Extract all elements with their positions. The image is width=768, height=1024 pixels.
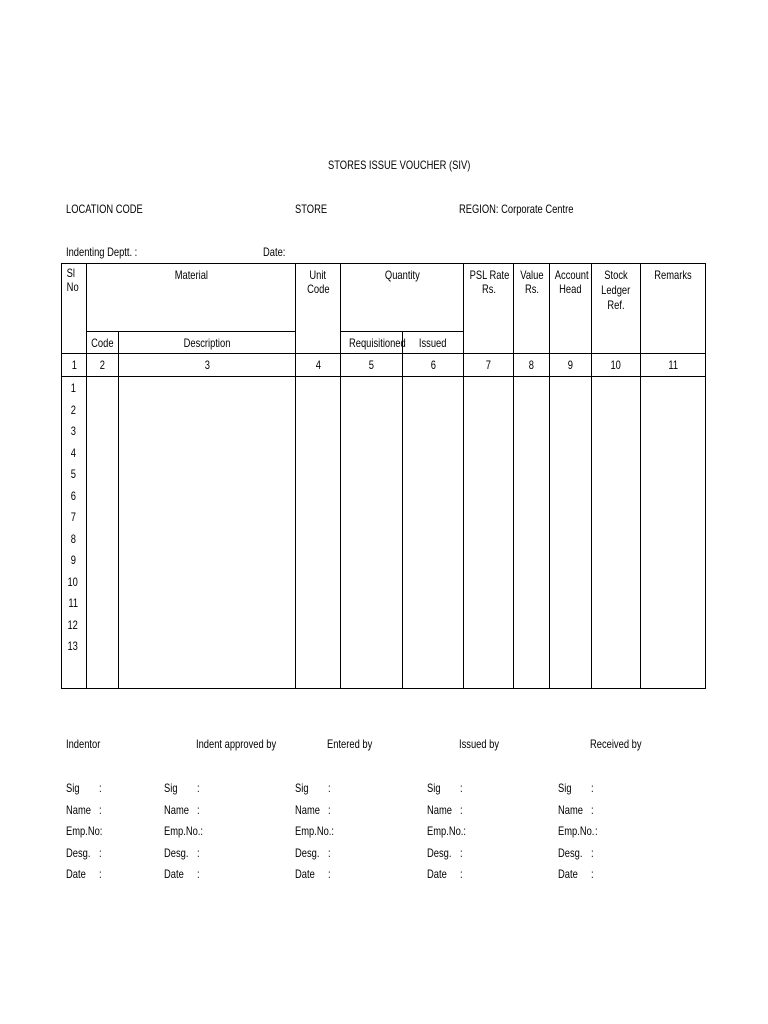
row-number: 7 xyxy=(70,510,76,524)
signatory-field-label: Emp.No.: xyxy=(295,824,335,838)
header-psl-rate: PSL Rate Rs. xyxy=(469,268,510,296)
col-number-11: 11 xyxy=(668,358,678,372)
signatory-field-colon: : xyxy=(460,867,463,881)
signatory-field-label: Sig xyxy=(427,781,441,795)
col-number-4: 4 xyxy=(315,358,321,372)
signatory-field-colon: : xyxy=(460,845,463,860)
header-requisitioned: Requisitioned xyxy=(348,336,406,350)
signatory-role-5: Received by xyxy=(590,737,642,751)
page-title: STORES ISSUE VOUCHER (SIV) xyxy=(328,158,471,172)
store-label: STORE xyxy=(295,202,328,216)
signatory-field-colon: : xyxy=(197,781,200,795)
header-stock-ledger: Stock Ledger Ref. xyxy=(601,268,631,312)
col-line-description xyxy=(118,331,119,689)
signatory-field-label: Desg. xyxy=(66,845,91,860)
table-numbers-bottom xyxy=(61,376,706,377)
table-header-bottom xyxy=(61,353,706,354)
signatory-field-label: Desg. xyxy=(164,845,189,860)
signatory-field-label: Emp.No.: xyxy=(164,824,204,838)
signatory-field-colon: : xyxy=(591,867,594,881)
signatory-role-3: Entered by xyxy=(327,737,373,751)
header-unit-code: Unit Code xyxy=(306,268,330,296)
col-number-8: 8 xyxy=(528,358,535,372)
col-line-account xyxy=(549,263,550,689)
signatory-field-label: Emp.No: xyxy=(66,824,103,838)
col-number-2: 2 xyxy=(99,358,106,372)
signatory-field-label: Date xyxy=(164,867,184,881)
signatory-field-label: Name xyxy=(164,802,189,817)
signatory-field-colon: : xyxy=(197,845,200,860)
col-line-stock xyxy=(591,263,592,689)
row-number: 12 xyxy=(67,617,79,632)
header-remarks: Remarks xyxy=(654,268,692,282)
table-border-bottom xyxy=(61,688,706,689)
header-account-head: Account Head xyxy=(554,268,589,296)
signatory-field-colon: : xyxy=(591,845,594,860)
signatory-field-label: Sig xyxy=(164,781,178,795)
signatory-field-label: Date xyxy=(66,867,86,881)
signatory-field-colon: : xyxy=(328,781,331,795)
signatory-field-colon: : xyxy=(99,802,102,817)
signatory-field-label: Name xyxy=(558,802,583,817)
header-sl-no: Sl No xyxy=(66,266,79,294)
signatory-field-label: Emp.No.: xyxy=(427,824,467,838)
signatory-role-1: Indentor xyxy=(66,737,101,751)
signatory-field-label: Date xyxy=(295,867,315,881)
row-number: 2 xyxy=(70,402,76,417)
signatory-field-colon: : xyxy=(460,781,463,795)
row-number: 11 xyxy=(68,596,78,610)
row-number: 9 xyxy=(70,553,76,567)
row-number: 10 xyxy=(67,574,79,589)
header-code: Code xyxy=(91,336,114,350)
col-number-10: 10 xyxy=(610,358,622,372)
col-number-7: 7 xyxy=(485,358,492,372)
signatory-field-label: Desg. xyxy=(295,845,320,860)
signatory-field-colon: : xyxy=(591,802,594,817)
table-border-right xyxy=(705,263,706,689)
table-border-top xyxy=(61,263,706,264)
row-number: 6 xyxy=(70,488,76,503)
signatory-field-colon: : xyxy=(197,802,200,817)
col-number-1: 1 xyxy=(71,358,77,372)
header-value: Value Rs. xyxy=(519,268,544,296)
signatory-field-label: Emp.No. xyxy=(558,824,595,838)
col-number-6: 6 xyxy=(430,358,436,372)
signatory-field-label: Desg. xyxy=(427,845,452,860)
header-description: Description xyxy=(183,336,231,350)
signatory-field-label: Desg. xyxy=(558,845,583,860)
location-code-label: LOCATION CODE xyxy=(66,202,143,216)
signatory-fields-4 xyxy=(427,778,547,886)
col-line-code xyxy=(86,331,87,689)
signatory-field-label: Date xyxy=(427,867,447,881)
signatory-field-colon: : xyxy=(99,781,102,795)
col-number-3: 3 xyxy=(204,358,210,372)
signatory-role-4: Issued by xyxy=(459,737,500,751)
col-line-value xyxy=(513,263,514,689)
signatory-field-colon: : xyxy=(197,867,200,881)
signatory-field-colon: : xyxy=(328,802,331,817)
signatory-field-label: Date xyxy=(558,867,578,881)
row-number: 8 xyxy=(70,531,76,546)
signatory-field-colon: : xyxy=(591,781,594,795)
row-number: 4 xyxy=(70,445,76,460)
signatory-field-label: Name xyxy=(295,802,320,817)
col-number-5: 5 xyxy=(368,358,375,372)
header-material: Material xyxy=(174,268,208,282)
indenting-deptt-label: Indenting Deptt. : xyxy=(66,245,138,259)
signatory-field-label: Sig xyxy=(295,781,309,795)
signatory-field-label: Name xyxy=(66,802,91,817)
signatory-field-colon: : xyxy=(99,867,102,881)
signatory-field-colon: : xyxy=(328,845,331,860)
col-line-remarks xyxy=(640,263,641,689)
signatory-field-colon: : xyxy=(595,824,598,838)
header-issued: Issued xyxy=(419,336,447,350)
col-number-9: 9 xyxy=(567,358,574,372)
signatory-field-label: Name xyxy=(427,802,452,817)
row-number: 3 xyxy=(70,424,76,438)
signatory-field-colon: : xyxy=(328,867,331,881)
signatory-field-label: Sig xyxy=(558,781,572,795)
header-quantity: Quantity xyxy=(384,268,420,282)
col-line-unit xyxy=(295,263,296,689)
signatory-fields-2 xyxy=(164,778,284,886)
signatory-role-2: Indent approved by xyxy=(196,737,277,751)
signatory-field-label: Sig xyxy=(66,781,80,795)
col-line-quantity xyxy=(340,263,341,689)
signatory-field-colon: : xyxy=(460,802,463,817)
signatory-fields-3 xyxy=(295,778,415,886)
row-number: 13 xyxy=(67,639,79,653)
signatory-fields-5 xyxy=(558,778,678,886)
region-label: REGION: Corporate Centre xyxy=(459,202,574,216)
date-label: Date: xyxy=(263,245,286,259)
row-number: 1 xyxy=(70,381,76,395)
row-number: 5 xyxy=(70,467,76,481)
signatory-field-colon: : xyxy=(99,845,102,860)
col-line-psl xyxy=(463,263,464,689)
col-line-issued xyxy=(402,331,403,689)
